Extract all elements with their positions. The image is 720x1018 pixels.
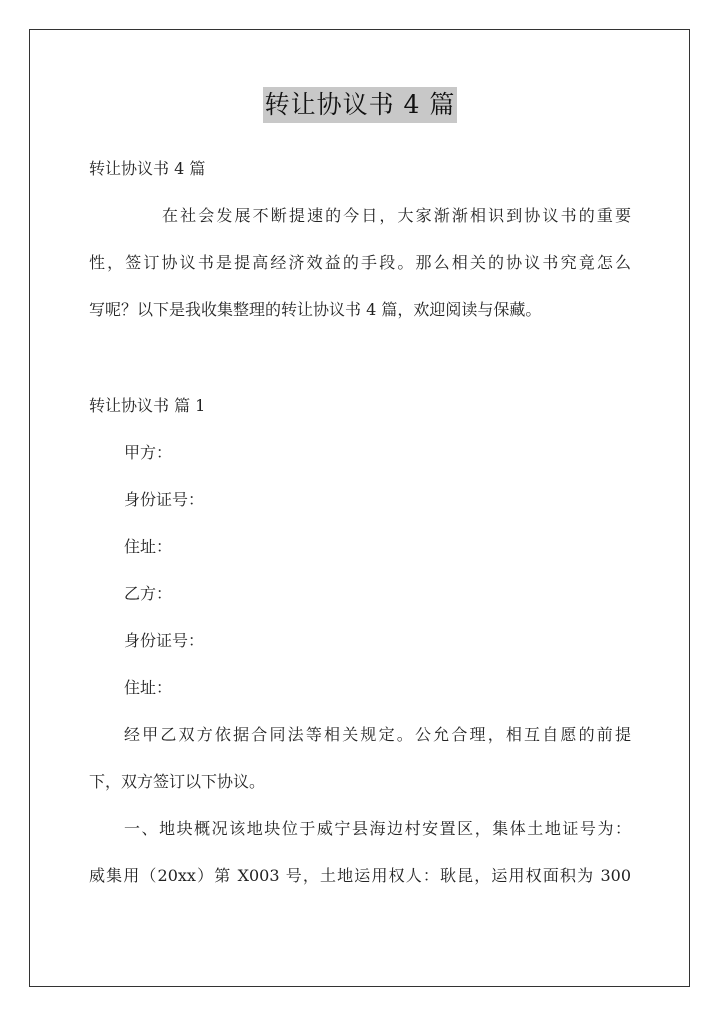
party-b-id-label: 身份证号：	[124, 631, 205, 650]
land-overview-line-2: 威集用（20xx）第 X003 号，土地运用权人：耿昆，运用权面积为 300	[89, 866, 631, 885]
section-heading: 转让协议书 篇 1	[89, 396, 206, 415]
agreement-paragraph-line-2: 下，双方签订以下协议。	[89, 772, 266, 791]
party-a-address-label: 住址：	[124, 537, 173, 556]
document-title: 转让协议书 4 篇	[263, 87, 458, 123]
party-a-label: 甲方：	[124, 443, 173, 462]
title-container	[0, 87, 720, 123]
agreement-paragraph-line-1: 经甲乙双方依据合同法等相关规定。公允合理，相互自愿的前提	[124, 725, 631, 744]
intro-line-2: 性，签订协议书是提高经济效益的手段。那么相关的协议书究竟怎么	[89, 253, 631, 272]
document-subtitle: 转让协议书 4 篇	[89, 159, 206, 178]
intro-line-1: 在社会发展不断提速的今日，大家渐渐相识到协议书的重要	[162, 206, 631, 225]
land-overview-line-1: 一、地块概况该地块位于威宁县海边村安置区，集体土地证号为：	[124, 819, 631, 838]
party-b-label: 乙方：	[124, 584, 173, 603]
intro-line-3: 写呢？以下是我收集整理的转让协议书 4 篇，欢迎阅读与保藏。	[89, 300, 542, 319]
party-b-address-label: 住址：	[124, 678, 173, 697]
party-a-id-label: 身份证号：	[124, 490, 205, 509]
